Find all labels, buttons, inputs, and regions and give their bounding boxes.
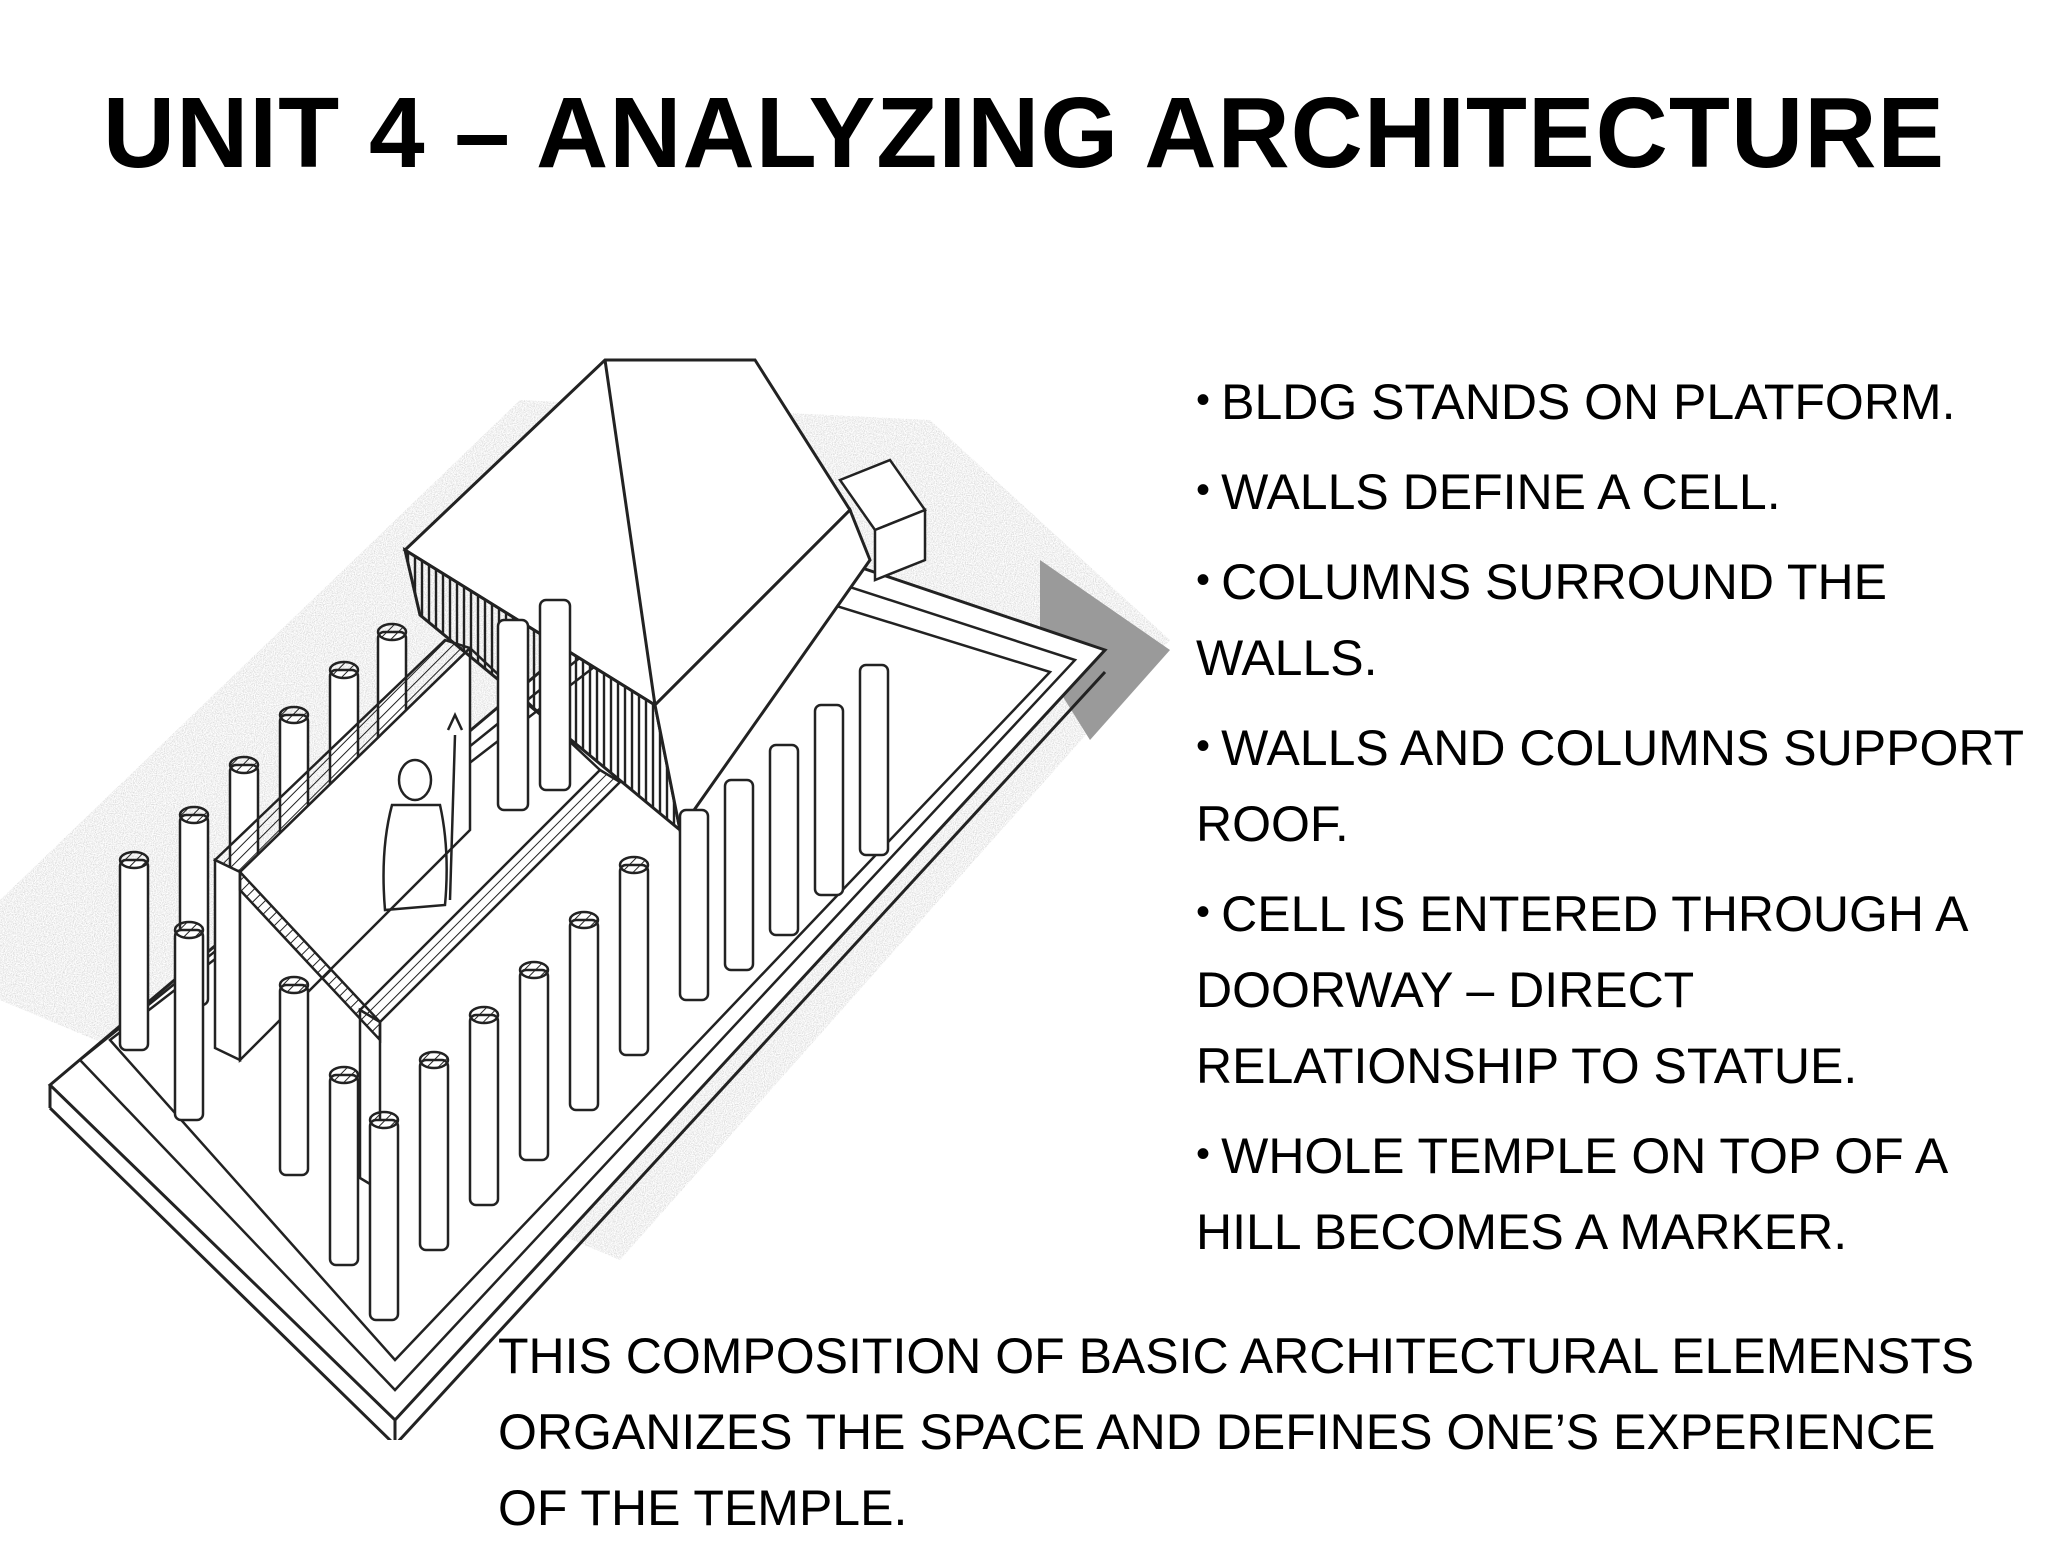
bullet-item: • CELL IS ENTERED THROUGH A DOORWAY – DIRECT RELATIONSHIP TO STATUE. — [1196, 874, 2026, 1104]
bullet-list — [1196, 362, 2026, 1282]
slide-title: UNIT 4 – ANALYZING ARCHITECTURE — [102, 77, 1946, 189]
slide-caption: THIS COMPOSITION OF BASIC ARCHITECTURAL ELEMENSTS ORGANIZES THE SPACE AND DEFINES ONE’S EXPERIENCE OF THE TEMPLE. — [498, 1328, 1975, 1536]
temple-illustration — [0, 200, 1180, 1440]
bullet-item: • BLDG STANDS ON PLATFORM. — [1196, 362, 2026, 440]
bullet-item: • WALLS DEFINE A CELL. — [1196, 452, 2026, 530]
bullet-item: • WHOLE TEMPLE ON TOP OF A HILL BECOMES A MARKER. — [1196, 1116, 2026, 1270]
bullet-item: • WALLS AND COLUMNS SUPPORT ROOF. — [1196, 708, 2026, 862]
bullet-item: • COLUMNS SURROUND THE WALLS. — [1196, 542, 2026, 696]
